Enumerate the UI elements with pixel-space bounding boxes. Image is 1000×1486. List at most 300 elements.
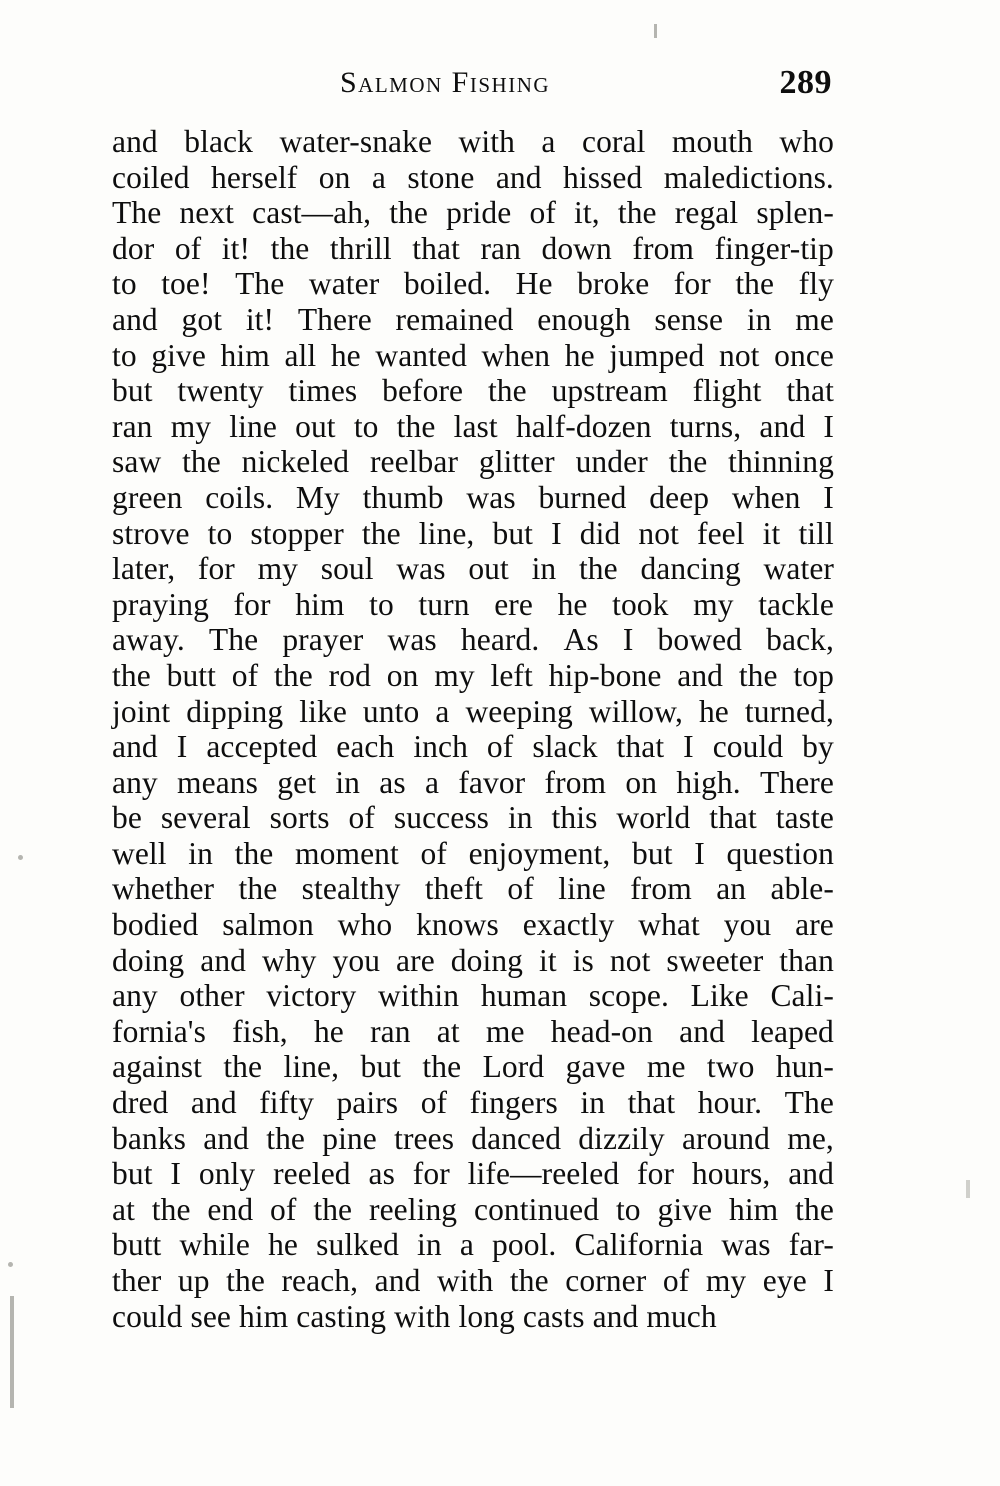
text-word: was [721,1227,771,1263]
text-line [112,729,834,765]
text-word: herself [210,159,298,195]
text-word: it, [574,195,600,231]
text-word: the [509,1263,549,1298]
text-word: did [579,515,621,551]
text-word: for [233,586,271,622]
text-word: once [774,337,834,373]
text-line [112,836,834,872]
text-word: fly [798,266,834,302]
text-word: ther [112,1263,162,1298]
text-word: and [203,1120,249,1156]
text-word: regal [674,195,739,231]
text-word: of [270,1191,297,1227]
text-word: sorts [269,800,330,836]
text-word: what [638,907,700,943]
text-word: an [716,871,747,907]
text-word: flight [692,373,762,409]
text-word: give [151,337,206,373]
text-line [112,622,834,658]
text-line [112,658,834,694]
text-word: and [112,301,158,337]
text-word: turns, [669,408,742,444]
text-line [112,587,834,623]
text-word: in [507,800,533,836]
text-word: of [420,1085,448,1121]
text-word: butt [166,657,216,693]
text-word: means [177,764,259,800]
text-word: and [112,124,158,159]
text-word: slack [532,729,598,765]
text-line [112,907,834,943]
text-line [112,124,834,160]
text-word: thumb [362,479,444,515]
text-word: reelbar [369,444,459,480]
text-word: get [277,764,317,800]
text-word: inch [413,729,468,765]
text-word: end [207,1191,254,1227]
text-word: coils. [205,479,274,515]
page-body-text [112,124,834,1334]
text-word: taste [775,800,834,836]
text-word: thinning [728,444,834,480]
text-word: I [551,515,562,551]
text-word: half-dozen [515,408,652,444]
text-word: unto [362,693,420,729]
text-word: was [466,479,516,515]
text-word: the [112,657,151,693]
text-line [112,373,834,409]
text-word: victory [266,978,357,1014]
text-word: any [112,978,158,1014]
text-word: out [468,551,509,587]
text-word: bodied [112,907,199,943]
text-word: dred [112,1085,169,1121]
text-line [112,765,834,801]
text-word: times [288,373,358,409]
text-word: head-on [550,1013,653,1049]
text-line [112,694,834,730]
text-word: hissed [563,159,643,195]
text-word: the [223,1049,263,1085]
text-word: was [387,622,437,658]
text-word: I [170,1156,181,1192]
text-word: Cali- [770,978,834,1014]
text-word: black [184,124,253,159]
text-word: leaped [751,1013,834,1049]
text-word: ran [370,1013,411,1049]
text-word: coral [581,124,646,159]
text-word: a [459,1227,474,1263]
text-line [112,1263,834,1299]
text-word: last [453,408,498,444]
text-line [112,302,834,338]
text-word: him [728,1191,779,1227]
text-word: took [612,586,669,622]
text-word: fifty [259,1085,314,1121]
text-word: The [235,266,285,302]
text-word: the [578,551,618,587]
text-word: a [371,159,386,195]
text-word: stone [407,159,475,195]
text-word: boiled. [403,266,492,302]
text-line [112,1014,834,1050]
text-line [112,943,834,979]
text-word: pine [322,1120,377,1156]
text-word: was [396,551,446,587]
text-word: of [420,835,447,871]
text-word: up [177,1263,210,1298]
text-word: who [779,124,834,159]
text-word: against [112,1049,202,1085]
text-word: than [779,942,834,978]
text-line [112,1085,834,1121]
text-word: before [382,373,464,409]
text-word: in [335,764,361,800]
text-word: success [393,800,490,836]
text-word: turned, [744,693,834,729]
text-word: I [622,622,634,658]
scan-artifact-left-dot-lower [8,1262,13,1267]
text-word: ere [494,586,533,622]
text-word: he [698,693,729,729]
text-word: my [705,1263,747,1298]
text-word: two [706,1049,755,1085]
text-word: of [174,230,202,266]
text-word: ran [480,230,521,266]
text-word: deep [649,479,710,515]
text-word: while [179,1227,250,1263]
text-word: the [617,195,657,231]
text-word: As [563,622,599,658]
text-word: strove [112,515,190,551]
text-word: a [435,693,450,729]
text-word: reeling [368,1191,458,1227]
text-word: Lord [482,1049,545,1085]
text-word: that [786,373,834,409]
text-line [112,338,834,374]
text-word: when [731,479,801,515]
text-word: tackle [758,586,834,622]
text-word: but [492,515,534,551]
text-word: but [360,1049,402,1085]
text-word: remained [395,301,514,337]
text-word: coiled [112,159,190,195]
text-word: I [683,729,694,765]
text-word: several [160,800,251,836]
text-word: ran [112,408,153,444]
text-word: moment [295,835,399,871]
text-word: pairs [336,1085,399,1121]
text-word: reach, [281,1263,359,1298]
text-word: for [197,551,235,587]
text-word: fornia's [112,1013,206,1049]
text-word: within [378,978,460,1014]
text-word: whether [112,871,215,907]
text-word: the [182,444,221,480]
text-word: pride [446,195,512,231]
text-line [112,266,834,302]
text-word: I [823,479,834,515]
text-word: by [802,729,834,765]
text-word: around [681,1120,771,1156]
text-word: other [179,978,245,1014]
text-word: of [662,1263,690,1298]
text-word: to [112,337,137,373]
text-word: cast—ah, [252,195,372,231]
text-word: till [798,515,834,551]
text-word: the [422,1049,462,1085]
text-word: as [368,1156,395,1192]
text-word: soul [320,551,374,587]
text-word: willow, [588,693,683,729]
text-word: as [379,764,406,800]
text-word: the [795,1191,834,1227]
text-word: my [434,657,475,693]
text-word: it! [245,301,275,337]
text-word: exactly [522,907,615,943]
text-word: on [318,159,351,195]
text-word: the [226,1263,265,1298]
text-word: that [412,230,460,266]
scan-artifact-top-tick [654,24,657,38]
text-word: dor [112,230,155,266]
text-word: to [353,408,379,444]
text-word: it! [221,230,251,266]
text-word: away. [112,622,185,658]
text-word: The [784,1085,834,1121]
text-word: thrill [329,230,392,266]
text-line [112,516,834,552]
text-word: continued [473,1191,600,1227]
text-line [112,551,834,587]
text-word: with [436,1263,494,1298]
text-word: in [417,1227,442,1263]
text-word: be [112,800,142,836]
text-word: and [495,159,542,195]
text-word: water [763,551,834,587]
scan-artifact-left-dot [18,855,23,860]
text-word: butt [112,1227,162,1263]
text-line [112,1192,834,1228]
text-word: dancing [640,551,741,587]
text-word: the [668,444,708,480]
text-word: scope. [588,978,669,1014]
text-word: at [436,1013,460,1049]
text-word: it [762,515,781,551]
text-word: life—reeled [467,1156,620,1192]
text-word: me [485,1013,525,1049]
text-word: human [480,978,568,1014]
text-word: in [746,301,772,337]
text-word: the [738,657,778,693]
text-word: weeping [465,693,573,729]
text-word: reeled [273,1156,351,1192]
text-word: down [541,230,612,266]
text-word: praying [112,586,209,622]
text-word: hip-bone [548,657,662,693]
text-word: and [759,408,806,444]
text-word: I [823,408,834,444]
text-word: my [170,408,212,444]
text-word: in [531,551,557,587]
text-word: and [190,1085,237,1121]
text-word: from [630,871,692,907]
text-word: sweeter [666,942,764,978]
text-word: eye [762,1263,807,1298]
text-word: top [793,657,834,693]
text-word: I [823,1263,834,1298]
text-word: rod [328,657,371,693]
text-word: twenty [177,373,264,409]
text-word: like [299,693,347,729]
text-word: pool. [492,1227,557,1263]
text-word: later, [112,551,176,587]
text-word: the [389,195,428,231]
text-word: my [257,551,299,587]
text-word: dipping [186,693,284,729]
text-word: the [396,408,436,444]
text-word: saw [112,444,162,480]
text-word: you [332,942,381,978]
text-word: me [646,1049,686,1085]
text-word: not [638,515,679,551]
text-word: I [176,729,188,765]
text-word: of [231,657,259,693]
text-word: for [637,1156,675,1192]
text-word: accepted [206,729,318,765]
text-word: but [632,835,673,871]
text-word: banks [112,1120,186,1156]
text-line [112,1049,834,1085]
text-word: of [529,195,556,231]
text-word: he [330,337,361,373]
text-word: high. [676,764,741,800]
text-word: me, [787,1120,834,1156]
text-line [112,1227,834,1263]
text-line [112,1156,834,1192]
text-word: you [723,907,772,943]
text-word: line [229,408,277,444]
text-word: salmon [222,907,314,943]
text-word: he [268,1227,299,1263]
text-word: to [615,1191,641,1227]
text-word: with [458,124,515,159]
text-word: him [220,337,270,373]
text-line [112,160,834,196]
scan-artifact-left-bar [10,1296,14,1408]
text-word: him [295,586,345,622]
running-head: Salmon Fishing [340,66,551,99]
text-word: trees [394,1120,455,1156]
text-word: fingers [469,1085,558,1121]
text-word: are [396,942,435,978]
text-line [112,1121,834,1157]
text-word: line, [418,515,475,551]
text-word: fish, [232,1013,288,1049]
text-word: of [507,871,534,907]
text-word: back, [766,622,834,658]
text-word: prayer [282,622,364,658]
text-word: the [361,515,401,551]
text-word: why [261,942,317,978]
text-word: on [625,764,658,800]
text-word: are [795,907,834,943]
text-word: world [616,800,691,836]
text-word: turn [418,586,470,622]
text-word: to [112,266,137,302]
text-word: that [709,800,757,836]
text-word: he [557,586,588,622]
text-word: hun- [775,1049,834,1085]
text-word: a [541,124,556,159]
text-word: to [207,515,233,551]
text-word: my [693,586,734,622]
text-word: on [386,657,419,693]
text-word: for [673,266,711,302]
text-word: he [313,1013,344,1049]
text-word: and [679,1013,725,1049]
text-word: The [208,622,259,658]
text-line [112,444,834,480]
text-word: the [313,1191,353,1227]
text-word: favor [458,764,526,800]
text-word: stopper [250,515,344,551]
text-word: that [616,729,665,765]
text-word: splen- [756,195,834,231]
text-word: each [336,729,395,765]
text-word: hour. [697,1085,763,1121]
text-word: the [487,373,527,409]
text-line [112,480,834,516]
text-word: sulked [316,1227,399,1263]
text-word: this [551,800,598,836]
text-line: could see him casting with long casts and much [112,1298,717,1334]
text-word: left [490,657,533,693]
text-word: in [188,835,213,871]
text-word: and [788,1156,834,1192]
text-line [112,800,834,836]
text-word: well [112,835,167,871]
text-word: enjoyment, [468,835,611,871]
text-line [112,231,834,267]
text-word: could [712,729,784,765]
text-word: and [374,1263,421,1298]
text-word: corner [565,1263,647,1298]
text-word: of [486,729,514,765]
text-word: far- [788,1227,834,1263]
text-word: all [284,337,317,373]
text-word: who [337,907,393,943]
text-word: out [295,408,336,444]
text-word: wanted [375,337,467,373]
text-word: when [481,337,551,373]
text-word: and [200,942,247,978]
text-word: any [112,764,158,800]
text-word: jumped [609,337,705,373]
text-word: mouth [671,124,753,159]
text-word: but [112,373,153,409]
scan-artifact-right-mark [966,1180,970,1198]
text-word: Like [690,978,749,1014]
text-word: give [657,1191,713,1227]
text-word: not [718,337,760,373]
text-word: water-snake [279,124,433,159]
text-word: maledictions. [663,159,834,195]
text-word: the [266,1120,306,1156]
text-word: next [179,195,235,231]
text-word: He [515,266,553,302]
text-word: to [369,586,394,622]
